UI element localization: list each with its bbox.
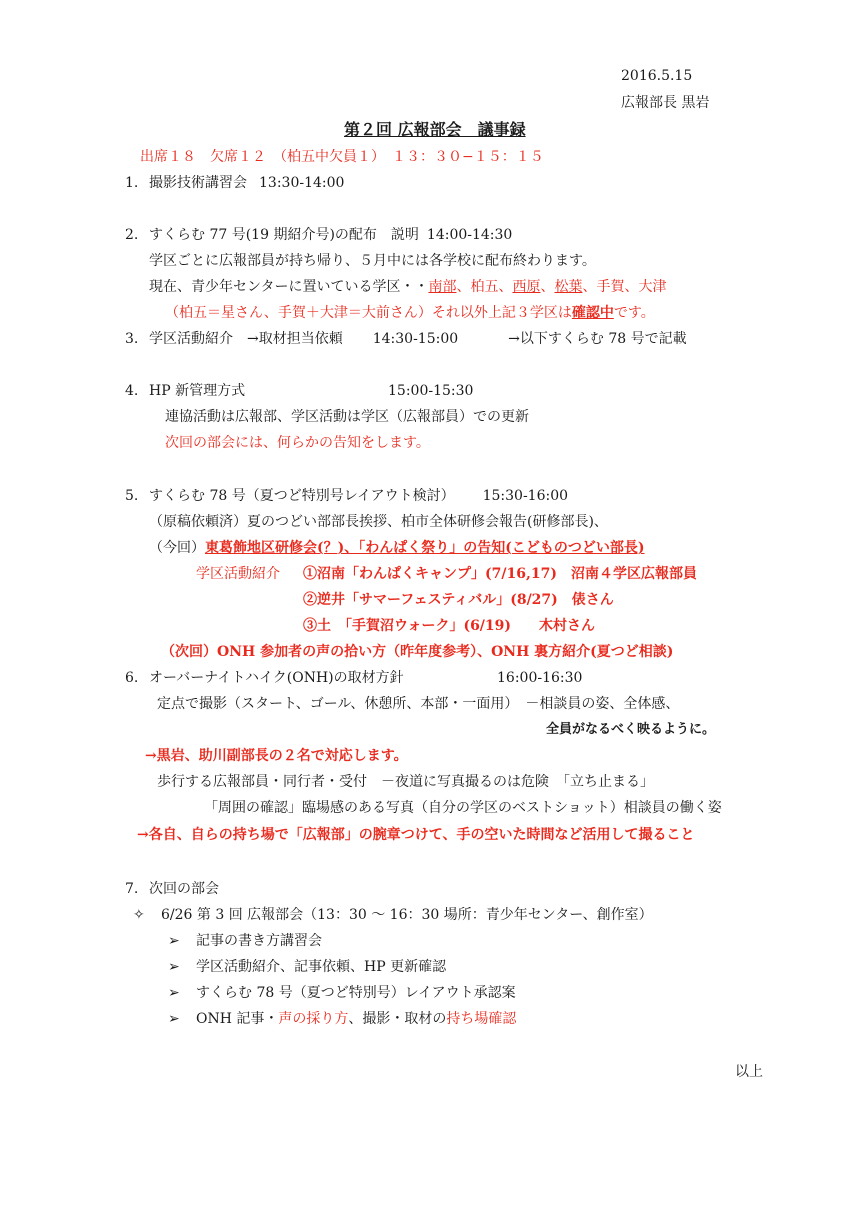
item-6-line-5: 「周囲の確認」臨場感のある写真（自分の学区のベストショット）相談員の働く姿 <box>204 800 722 816</box>
closing-mark: 以上 <box>735 1064 763 1080</box>
item-number: 4. <box>125 383 139 399</box>
district-intro-3: ③土 「手賀沼ウォーク」(6/19) 木村さん <box>303 618 596 634</box>
item-time: 14:00-14:30 <box>426 227 513 243</box>
agenda-item-3 <box>125 329 687 349</box>
item-note: →以下すくらむ 78 号で記載 <box>508 331 687 347</box>
arrow-bullet-icon: ➢ <box>168 1011 180 1027</box>
next-meeting-sub-2: ➢ 学区活動紹介、記事依頼、HP 更新確認 <box>168 959 447 975</box>
next-meeting-sub-4: ➢ ONH 記事・声の採り方、撮影・取材の持ち場確認 <box>168 1011 517 1027</box>
item-5-line-1: （原稿依頼済）夏のつどい部部長挨拶、柏市全体研修会報告(研修部長)、 <box>149 514 608 530</box>
document-date: 2016.5.15 <box>621 68 693 84</box>
checking-status: 確認中 <box>571 305 614 321</box>
item-label: HP 新管理方式 <box>149 383 246 399</box>
document-author: 広報部長 黒岩 <box>621 95 710 111</box>
arrow-bullet-icon: ➢ <box>168 933 180 949</box>
item-label: すくらむ 77 号(19 期紹介号)の配布 説明 <box>149 227 419 243</box>
item-number: 1. <box>125 175 139 191</box>
item-number: 5. <box>125 488 139 504</box>
item-label: すくらむ 78 号（夏つど特別号レイアウト検討） <box>149 488 455 504</box>
district-nanbu: 南部 <box>428 279 457 295</box>
item-4-line-2: 次回の部会には、何らかの告知をします。 <box>165 435 430 451</box>
district-matsuba: 松葉 <box>554 279 583 295</box>
district-nishihara: 西原 <box>512 279 541 295</box>
item-time: 13:30-14:00 <box>259 175 345 191</box>
item-number: 6. <box>125 670 139 686</box>
agenda-item-1 <box>125 173 344 193</box>
agenda-item-7 <box>125 879 219 899</box>
diamond-bullet-icon: ✧ <box>133 907 145 923</box>
district-intro-1: ①沼南「わんぱくキャンプ」(7/16,17) 沼南４学区広報部員 <box>303 566 697 582</box>
item-6-line-3: →黒岩、助川副部長の２名で対応します。 <box>145 748 408 764</box>
item-5-line-2: （今回）東葛飾地区研修会(？)、「わんぱく祭り」の告知(こどものつどい部長) <box>149 540 645 556</box>
item-time: 15:30-16:00 <box>482 488 569 504</box>
item-label: 撮影技術講習会 <box>149 175 247 191</box>
arrow-bullet-icon: ➢ <box>168 985 180 1001</box>
this-time-notice: 東葛飾地区研修会(？)、「わんぱく祭り」の告知(こどものつどい部長) <box>205 540 645 556</box>
item-6-time: 16:00-16:30 <box>497 670 583 686</box>
item-6-line-1: 定点で撮影（スタート、ゴール、休憩所、本部・一面用） －相談員の姿、全体感、 <box>157 696 680 712</box>
item-6-line-4: 歩行する広報部員・同行者・受付 －夜道に写真撮るのは危険 「立ち止まる」 <box>157 774 654 790</box>
next-meeting-sub-1: ➢ 記事の書き方講習会 <box>168 933 322 949</box>
next-meeting-line <box>133 905 653 925</box>
next-time-plan: （次回）ONH 参加者の声の拾い方（昨年度参考）、ONH 裏方紹介(夏つど相談) <box>161 644 674 660</box>
item-time: 14:30-15:00 <box>372 331 459 347</box>
document-title: 第２回 広報部会 議事録 <box>344 120 526 139</box>
item-6-line-6: →各自、自らの持ち場で「広報部」の腕章つけて、手の空いた時間など活用して撮ること <box>137 827 695 843</box>
item-label: 次回の部会 <box>149 881 219 897</box>
agenda-item-2 <box>125 225 512 245</box>
item-2-line-1: 学区ごとに広報部員が持ち帰り、５月中には各学校に配布終わります。 <box>149 253 596 269</box>
item-label: 学区活動紹介 →取材担当依頼 <box>149 331 343 347</box>
district-intro-2: ②逆井「サマーフェスティバル」(8/27) 俵さん <box>303 592 614 608</box>
district-intro-label: 学区活動紹介 <box>196 566 280 582</box>
item-6-line-2: 全員がなるべく映るように。 <box>546 722 716 737</box>
item-2-line-2: 現在、青少年センターに置いている学区・・南部、柏五、西原、松葉、手賀、大津 <box>149 279 667 295</box>
item-number: 7. <box>125 881 139 897</box>
attendance-line: 出席１８ 欠席１２ （柏五中欠員１） １３：３０−１５：１５ <box>140 149 544 165</box>
item-label: オーバーナイトハイク(ONH)の取材方針 <box>149 670 404 686</box>
arrow-bullet-icon: ➢ <box>168 959 180 975</box>
next-meeting-sub-3: ➢ すくらむ 78 号（夏つど特別号）レイアウト承認案 <box>168 985 516 1001</box>
item-4-time: 15:00-15:30 <box>388 383 474 399</box>
agenda-item-4 <box>125 381 245 401</box>
item-2-line-3: （柏五＝星さん、手賀＋大津＝大前さん）それ以外上記３学区は確認中です。 <box>165 305 655 321</box>
agenda-item-6 <box>125 668 404 688</box>
agenda-item-5 <box>125 486 568 506</box>
item-number: 2. <box>125 227 139 243</box>
item-4-line-1: 連協活動は広報部、学区活動は学区（広報部員）での更新 <box>165 409 529 425</box>
item-number: 3. <box>125 331 139 347</box>
next-meeting-detail: 6/26 第 3 回 広報部会（13：30 ～ 16：30 場所：青少年センター、創作室） <box>161 907 653 923</box>
